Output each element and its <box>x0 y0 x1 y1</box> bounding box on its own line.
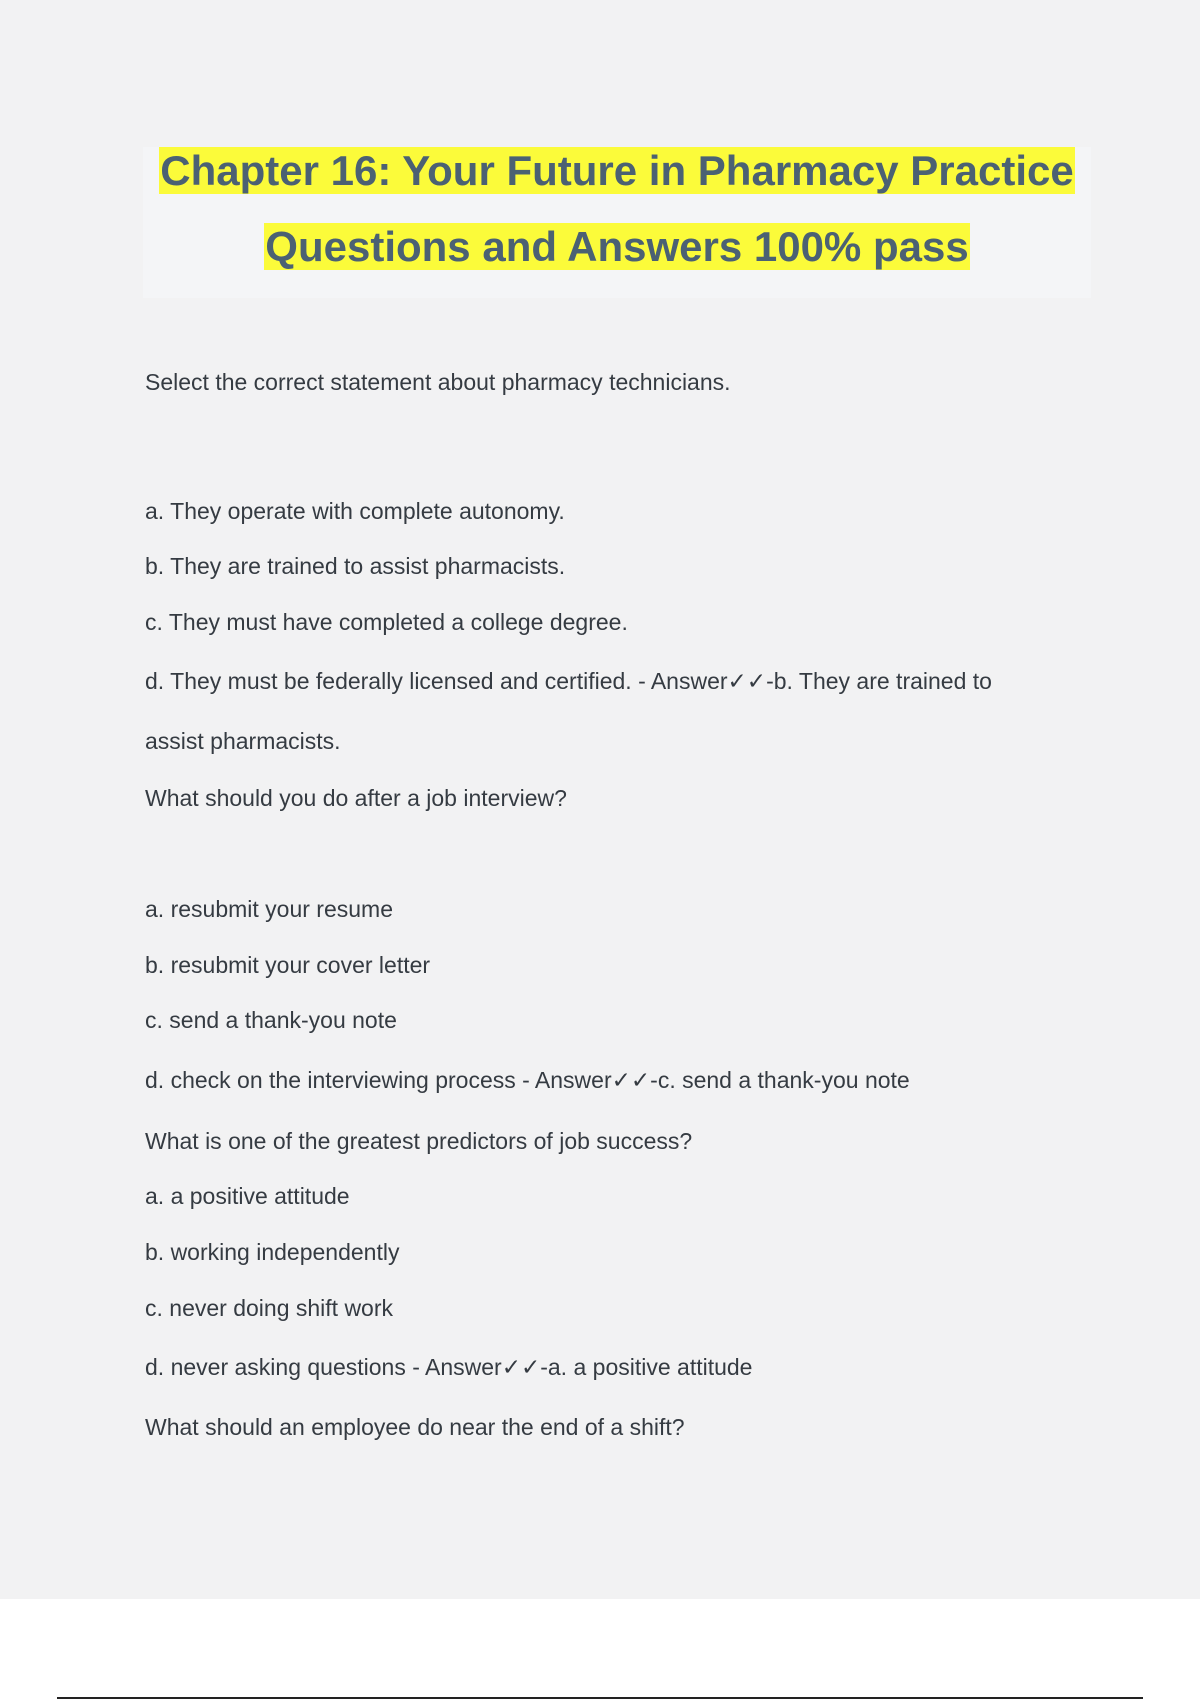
question-2-option-a: a. resubmit your resume <box>145 896 393 922</box>
question-4: What should an employee do near the end of a shift? <box>145 1414 685 1440</box>
question-3-option-a: a. a positive attitude <box>145 1183 350 1209</box>
question-2: What should you do after a job interview? <box>145 785 567 811</box>
title-line-1-text: Chapter 16: Your Future in Pharmacy Practice <box>160 147 1074 194</box>
title-line-2-text: Questions and Answers 100% pass <box>265 223 969 270</box>
question-1: Select the correct statement about pharmacy technicians. <box>145 369 731 395</box>
title-line-2 <box>143 223 1091 271</box>
question-3-option-d-answer: d. never asking questions - Answer✓✓-a. a positive attitude <box>145 1354 753 1380</box>
question-1-option-d-answer: d. They must be federally licensed and certified. - Answer✓✓-b. They are trained to <box>145 668 992 694</box>
question-2-option-d-answer: d. check on the interviewing process - Answer✓✓-c. send a thank-you note <box>145 1067 910 1093</box>
question-1-answer-continued: assist pharmacists. <box>145 728 341 754</box>
question-3: What is one of the greatest predictors of job success? <box>145 1128 693 1154</box>
footer-divider <box>57 1697 1143 1699</box>
question-1-option-a: a. They operate with complete autonomy. <box>145 498 565 524</box>
title-line-1 <box>143 147 1091 195</box>
question-3-option-b: b. working independently <box>145 1239 400 1265</box>
question-1-option-c: c. They must have completed a college degree. <box>145 609 628 635</box>
title-block <box>143 147 1091 298</box>
question-1-option-b: b. They are trained to assist pharmacists. <box>145 553 566 579</box>
question-2-option-c: c. send a thank-you note <box>145 1007 397 1033</box>
question-2-option-b: b. resubmit your cover letter <box>145 952 431 978</box>
question-3-option-c: c. never doing shift work <box>145 1295 394 1321</box>
